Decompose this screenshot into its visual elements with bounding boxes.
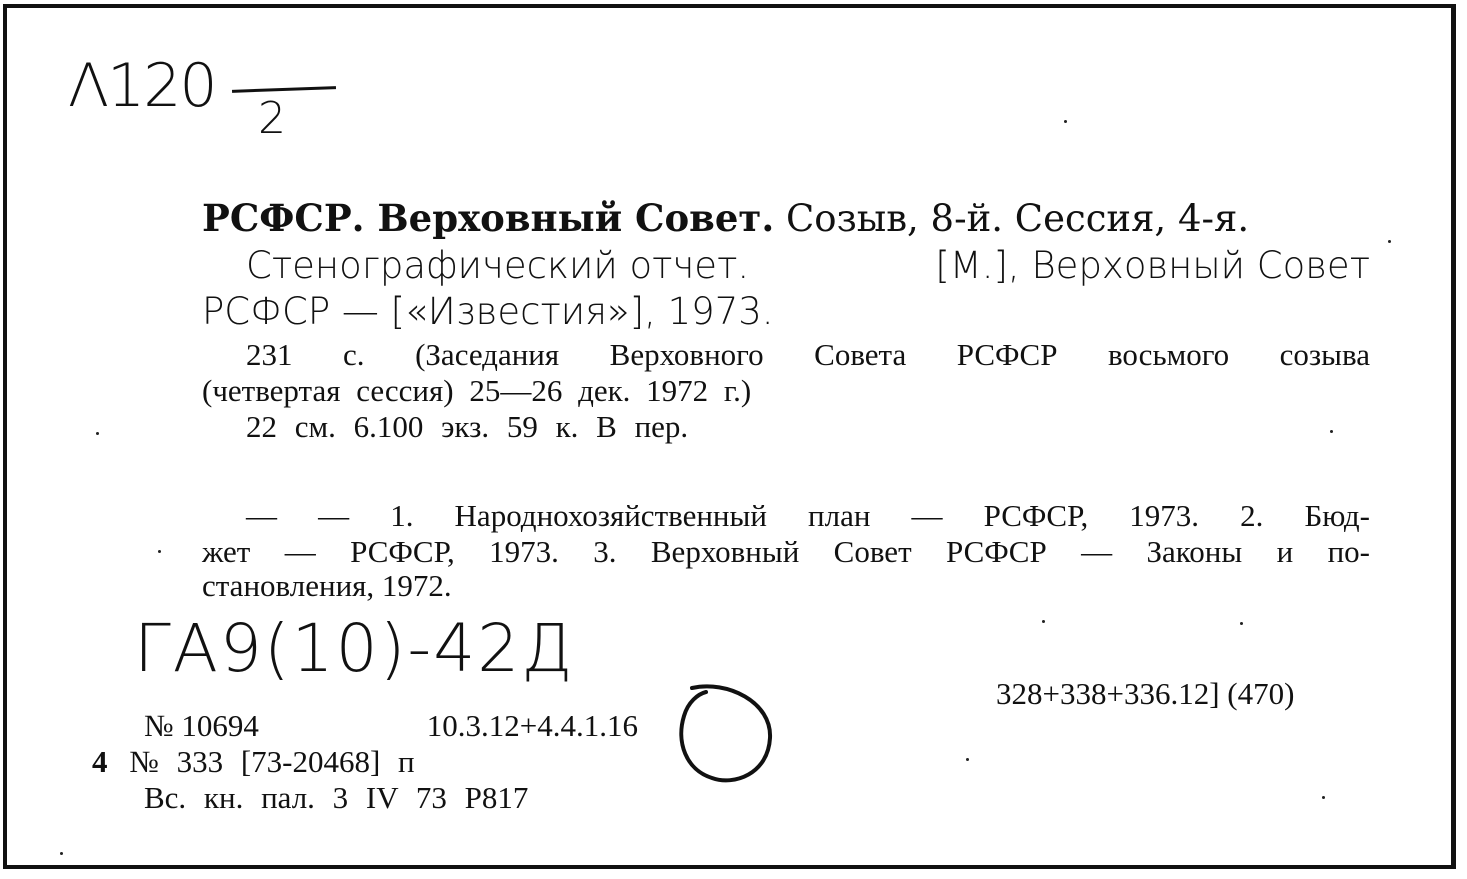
subjects-line3: становления, 1972. (202, 568, 452, 603)
scan-speck (1388, 240, 1391, 243)
entry-desc-line1: 231 с. (Заседания Верховного Совета РСФСР восьмого созыва (246, 337, 1370, 372)
entry-desc-line3: 22 см. 6.100 экз. 59 к. В пер. (246, 409, 689, 444)
scan-speck (966, 758, 969, 761)
hand-drawn-circle (672, 682, 782, 792)
footer-line3: Вс. кн. пал. 3 IV 73 Р817 (144, 780, 529, 815)
scan-speck (158, 550, 161, 553)
entry-heading-rest: Созыв, 8-й. Сессия, 4-я. (785, 197, 1250, 240)
footer-line2 (92, 744, 415, 780)
footer-prefix: 4 (92, 744, 108, 779)
subjects-line1: — — 1. Народнохозяйственный план — РСФСР, 1973. 2. Бюд- (246, 498, 1370, 533)
scan-speck (1064, 120, 1067, 123)
entry-heading (202, 196, 1372, 241)
entry-title-line1 (246, 244, 1370, 288)
entry-desc-line2: (четвертая сессия) 25—26 дек. 1972 г.) (202, 373, 752, 408)
scan-speck (1240, 622, 1243, 625)
footer-record: № 333 [73-20468] п (129, 744, 415, 779)
handwritten-classification: ΓА9(10)-42Д (134, 610, 575, 687)
entry-title-part-b: [М.], Верховный Совет (935, 244, 1370, 287)
shelfmark-fraction-denominator: 2 (258, 93, 286, 144)
udc-code: 10.3.12+4.4.1.16 (426, 708, 638, 743)
scan-speck (1330, 430, 1333, 433)
handwritten-shelfmark: Λ120 (68, 51, 216, 121)
subjects-line2: жет — РСФСР, 1973. 3. Верховный Совет РСФСР — Законы и по- (202, 534, 1370, 569)
entry-heading-bold: РСФСР. Верховный Совет. (202, 196, 775, 240)
entry-title-part-a: Стенографический отчет. (246, 244, 750, 287)
scan-speck (96, 432, 99, 435)
scan-speck (60, 852, 63, 855)
entry-title-line2: РСФСР — [«Известия»], 1973. (202, 290, 774, 333)
scan-speck (1322, 796, 1325, 799)
registration-number: № 10694 (144, 708, 259, 743)
footer-line1 (144, 708, 638, 744)
classification-code: 328+338+336.12] (470) (996, 676, 1295, 711)
scan-speck (1042, 620, 1045, 623)
